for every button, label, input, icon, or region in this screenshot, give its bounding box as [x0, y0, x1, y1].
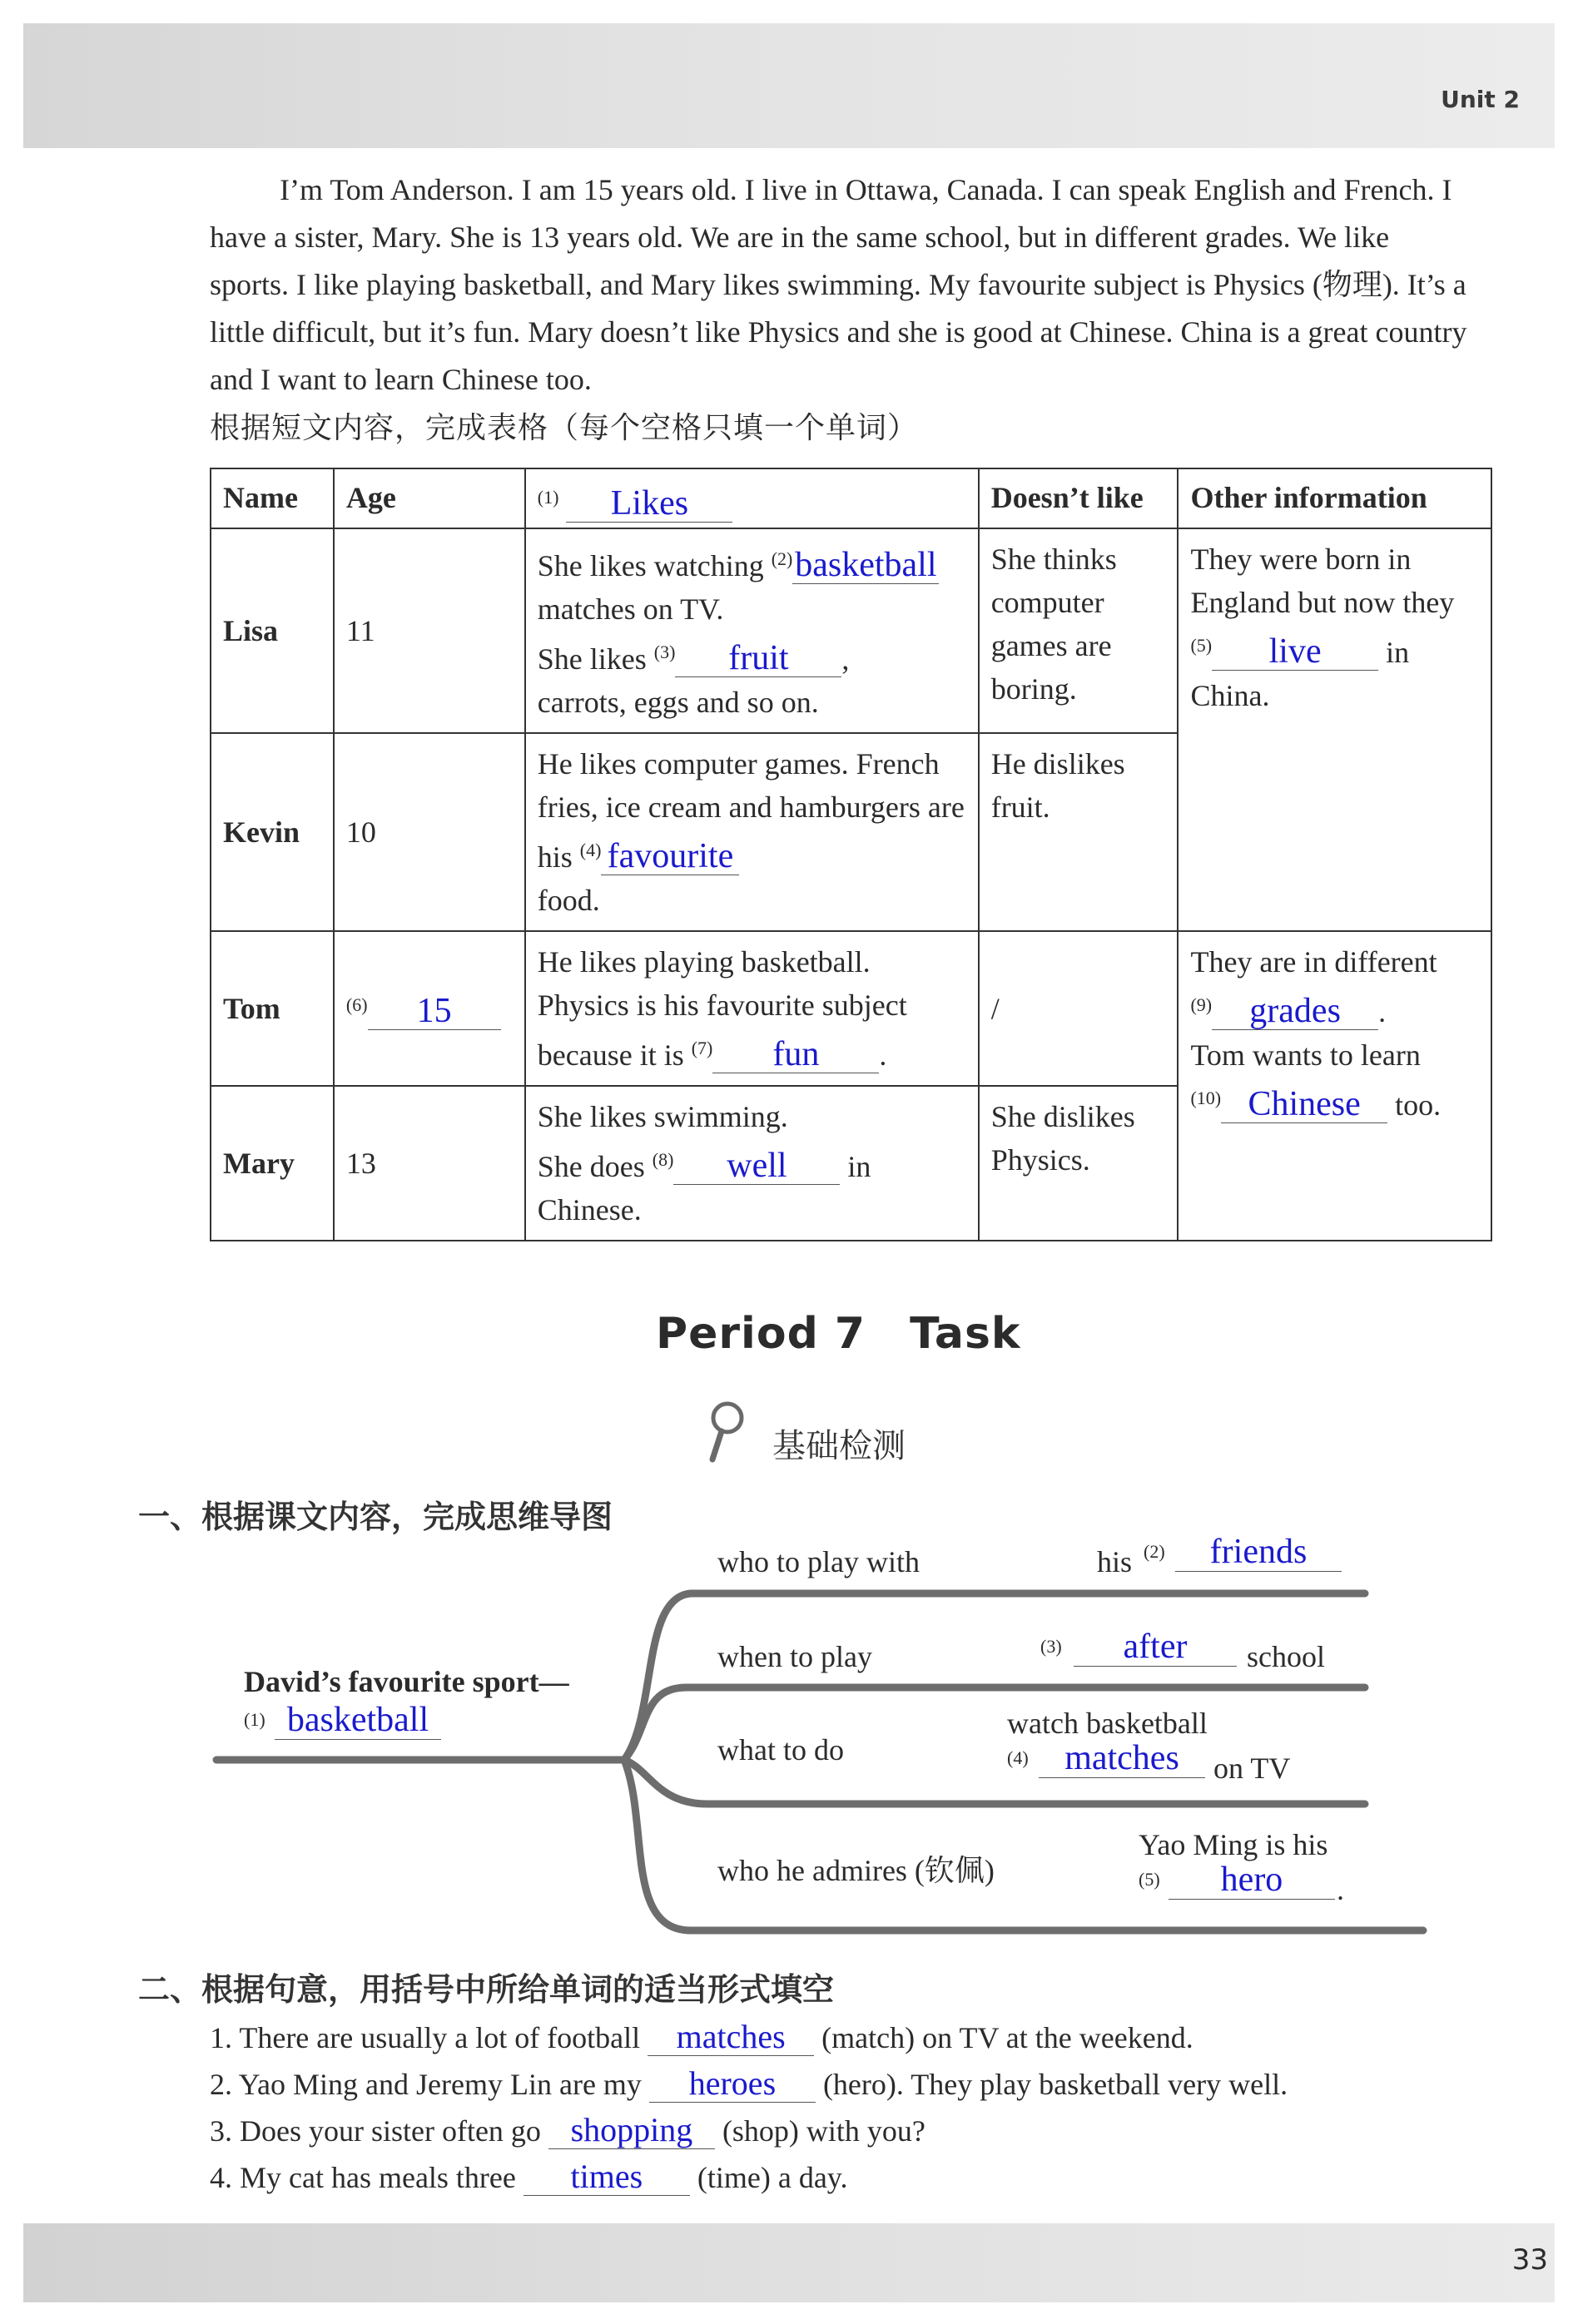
- dislikes-lisa: She thinks computer games are boring.: [979, 528, 1179, 733]
- exercise-item-4: 4. My cat has meals three times (time) a day.: [210, 2158, 848, 2195]
- mindmap-num-5: (5): [1139, 1869, 1160, 1890]
- answer-blank-1[interactable]: Likes: [566, 485, 732, 523]
- mindmap-answer-3[interactable]: after: [1074, 1628, 1237, 1667]
- likes-lisa: She likes watching $^{(2)}$basketball matches on TV. She likes $^{(3)}$ fruit , carrots, eggs and so on.: [525, 528, 979, 733]
- exercise-answer-2[interactable]: heroes: [649, 2065, 816, 2103]
- exercise-item-3: 3. Does your sister often go shopping (shop) with you?: [210, 2111, 925, 2148]
- exercise-item-2: 2. Yao Ming and Jeremy Lin are my heroes (hero). They play basketball very well.: [210, 2064, 1288, 2102]
- section1-title: 一、根据课文内容，完成思维导图: [138, 1499, 613, 1535]
- mindmap-center: David’s favourite sport—: [244, 1665, 569, 1698]
- answer-blank-2[interactable]: basketball: [792, 547, 939, 584]
- mindmap-answer-1[interactable]: basketball: [275, 1701, 441, 1740]
- likes-tom: He likes playing basketball. Physics is his favourite subject because it is $^{(7)}$ fun .: [525, 931, 979, 1086]
- mindmap-answer-4[interactable]: matches: [1039, 1739, 1205, 1778]
- mindmap-num-4: (4): [1007, 1747, 1029, 1768]
- answer-blank-10[interactable]: Chinese: [1221, 1086, 1387, 1123]
- name-kevin: Kevin: [211, 733, 334, 931]
- answer-blank-7[interactable]: fun: [712, 1036, 879, 1073]
- name-tom: Tom: [211, 931, 334, 1086]
- header-name: Name: [211, 468, 334, 528]
- likes-kevin: He likes computer games. French fries, ice cream and hamburgers are his $^{(4)}$ favourite food.: [525, 733, 979, 931]
- header-dislikes: Doesn’t like: [979, 468, 1179, 528]
- answer-blank-5[interactable]: live: [1212, 633, 1378, 671]
- answer-blank-8[interactable]: well: [673, 1147, 840, 1185]
- branch-when-label: when to play: [717, 1640, 872, 1673]
- table-header-row: [211, 468, 1491, 528]
- mindmap-num-2: (2): [1144, 1541, 1165, 1562]
- answer-blank-9[interactable]: grades: [1212, 993, 1378, 1030]
- header-band: [23, 23, 1555, 148]
- header-other: Other information: [1178, 468, 1491, 528]
- branch-who-label: who to play with: [717, 1545, 920, 1578]
- answer-blank-6[interactable]: 15: [368, 993, 501, 1030]
- exercise-item-1: 1. There are usually a lot of football matches (match) on TV at the weekend.: [210, 2018, 1193, 2055]
- blank-number: (1): [537, 487, 559, 508]
- page-number: 33: [1511, 2243, 1548, 2277]
- table-row-tom: [211, 931, 1491, 1086]
- magnifier-icon: [704, 1400, 751, 1466]
- section2-title: 二、根据句意，用括号中所给单词的适当形式填空: [138, 1971, 835, 2008]
- branch-admire-label: who he admires (钦佩): [717, 1854, 995, 1887]
- branch-what-suffix: on TV: [1213, 1752, 1291, 1785]
- dislikes-tom: /: [979, 931, 1179, 1086]
- likes-mary: She likes swimming. She does $^{(8)}$ well in Chinese.: [525, 1086, 979, 1241]
- mindmap-num-3: (3): [1040, 1636, 1062, 1657]
- info-table: [210, 468, 1492, 1241]
- period-title: Period 7 Task: [656, 1309, 1021, 1359]
- age-tom: $^{(6)}$ 15: [334, 931, 525, 1086]
- table-instruction: 根据短文内容，完成表格（每个空格只填一个单词）: [210, 411, 919, 445]
- table-row-lisa: [211, 528, 1491, 733]
- exercise-answer-3[interactable]: shopping: [548, 2112, 715, 2149]
- branch-what-label: what to do: [717, 1733, 844, 1767]
- header-age: Age: [334, 468, 525, 528]
- branch-admire-prefix: Yao Ming is his: [1139, 1828, 1328, 1861]
- reading-passage: [210, 166, 1475, 404]
- exercise-answer-1[interactable]: matches: [648, 2019, 814, 2056]
- age-kevin: 10: [334, 733, 525, 931]
- mindmap-answer-5[interactable]: hero: [1169, 1861, 1335, 1900]
- header-likes: [525, 468, 979, 528]
- footer-band: [23, 2223, 1555, 2302]
- other-lisa-kevin: They were born in England but now they $^{(5)}$ live in China.: [1178, 528, 1491, 931]
- answer-blank-4[interactable]: favourite: [601, 838, 739, 875]
- mindmap-answer-2[interactable]: friends: [1175, 1533, 1342, 1572]
- answer-blank-3[interactable]: fruit: [675, 640, 841, 677]
- branch-when-suffix: school: [1247, 1640, 1325, 1673]
- age-lisa: 11: [334, 528, 525, 733]
- basics-heading: 基础检测: [772, 1427, 906, 1465]
- dislikes-kevin: He dislikes fruit.: [979, 733, 1179, 931]
- branch-what-prefix: watch basketball: [1007, 1707, 1208, 1740]
- name-lisa: Lisa: [211, 528, 334, 733]
- branch-who-prefix: his: [1097, 1545, 1133, 1578]
- exercise-answer-4[interactable]: times: [524, 2158, 690, 2196]
- dislikes-mary: She dislikes Physics.: [979, 1086, 1179, 1241]
- other-tom-mary: They are in different $^{(9)}$ grades . Tom wants to learn $^{(10)}$ Chinese too.: [1178, 931, 1491, 1241]
- branch-admire-suffix: .: [1337, 1873, 1344, 1906]
- age-mary: 13: [334, 1086, 525, 1241]
- name-mary: Mary: [211, 1086, 334, 1241]
- unit-label: Unit 2: [1441, 86, 1520, 113]
- passage-text: I’m Tom Anderson. I am 15 years old. I live in Ottawa, Canada. I can speak English and French. I have a sister, Mary. She is 13 years old. We are in the same school, but in different grades. We like sports. I like playing basketball, and Mary likes swimming. My favourite subject is Physics (物理). It’s a little difficult, but it’s fun. Mary doesn’t like Physics and she is good at Chinese. China is a great country and I want to learn Chinese too.: [210, 173, 1467, 396]
- mindmap-num-1: (1): [244, 1709, 265, 1730]
